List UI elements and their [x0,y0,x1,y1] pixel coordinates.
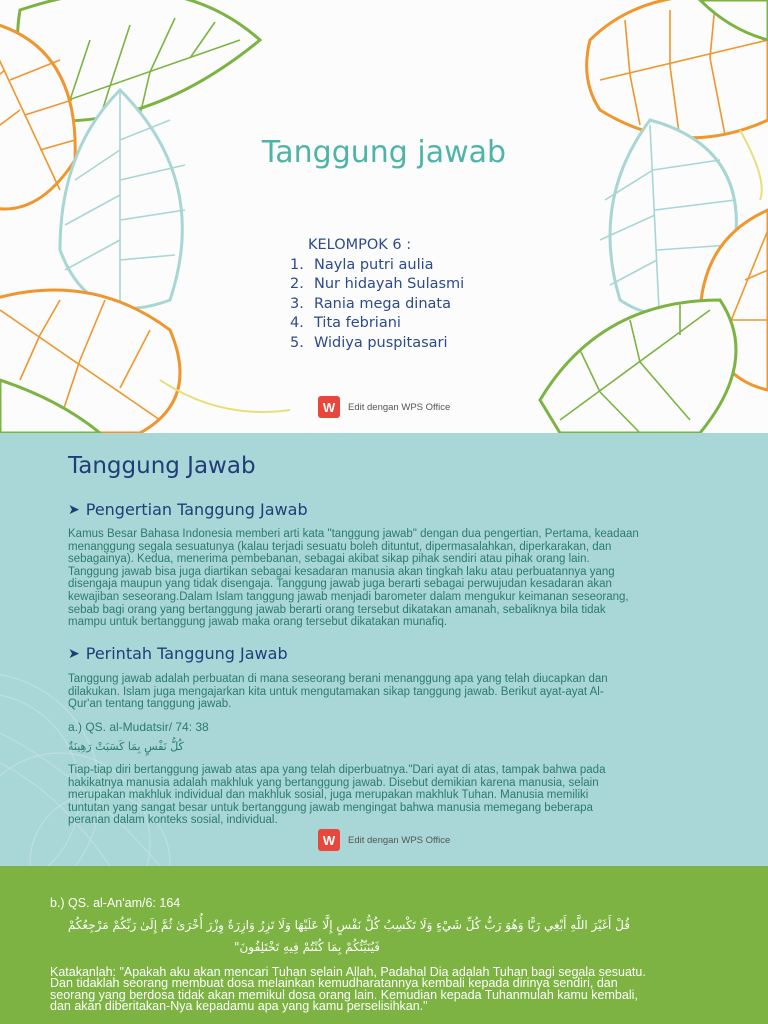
group-header: KELOMPOK 6 : [308,237,412,253]
verse-reference-a: a.) QS. al-Mudatsir/ 74: 38 [68,720,209,734]
text-line: Dan tidaklah seorang membuat dosa melainkan kemudharatannya kembali kepada dirinya sendiri, dan [50,976,618,991]
slide-verse [0,866,768,1024]
group-members [290,236,464,353]
arrow-bullet-icon: ➤ [68,501,80,518]
text-line: menanggung segala sesuatunya (kalau terjadi sesuatu boleh dituntut, dipermasalahkan, diperkarakan, dan [68,540,612,553]
wps-edit-label: Edit dengan WPS Office [348,401,451,413]
text-line: dan akan diberitakan-Nya kepadamu apa yang kamu perselisihkan." [50,999,428,1014]
text-line: Tiap-tiap diri bertanggung jawab atas apa yang telah diperbuatnya."Dari ayat di atas, tampak bahwa pada [68,764,606,776]
text-line: mampu untuk bertanggung jawab maka orang tersebut dikatakan munafiq. [68,616,448,629]
text-line: hakikatnya manusia adalah makhluk yang bertanggung jawab. Disebut demikian karena manusia, selain [68,776,599,789]
arabic-verse-b-line1: قُلْ أَغَيْرَ اللَّهِ أَبْغِي رَبًّا وَهُوَ رَبُّ كُلِّ شَيْءٍ وَلَا تَكْسِبُ كُلُّ نَفْسٍ إِلَّا عَلَيْهَا وَلَا تَزِرُ وَازِرَةٌ وِزْرَ أُخْرَىٰ ثُمَّ إِلَىٰ رَبِّكُمْ مَرْجِعُكُمْ [67,918,630,932]
slide-content [0,433,768,866]
text-line: seorang yang berdosa tidak akan memikul dosa orang lain. Kemudian kepada Tuhanmulah kamu kembali, [50,987,638,1002]
leaf-decoration [0,0,768,433]
paragraph-explanation [68,764,708,827]
text-line: dilakukan. Islam juga mengajarkan kita untuk mengutamakan sikap tanggung jawab. Berikut ayat-ayat Al- [68,685,604,698]
text-line: Katakanlah: "Apakah aku akan mencari Tuhan selain Allah, Padahal Dia adalah Tuhan bagi segala sesuatu. [50,965,646,979]
text-line: Kamus Besar Bahasa Indonesia memberi arti kata "tanggung jawab" dengan dua pengertian, Pertama, keadaan [68,528,639,540]
member-item: 1. Nayla putri aulia [290,256,464,276]
paragraph-command [68,673,708,711]
wps-edit-link[interactable] [318,829,450,851]
verse-translation [50,967,730,1013]
text-line: peranan dalam konteks sosial, individual. [68,814,278,827]
text-line: kewajiban seseorang.Dalam Islam tanggung jawab menjadi barometer dalam mengukur keimanan seseorang, [68,590,629,603]
wps-edit-link[interactable] [318,396,450,418]
member-item: 2. Nur hidayah Sulasmi [290,275,464,295]
member-item: 3. Rania mega dinata [290,295,464,315]
wps-edit-label: Edit dengan WPS Office [348,834,451,846]
text-line: tuntutan yang sangat besar untuk bertanggung jawab mengingat bahwa manusia memegang beberapa [68,801,593,814]
text-line: merupakan makhluk individual dan makhluk sosial, juga merupakan makhluk Tuhan. Manusia memiliki [68,789,589,802]
bullet-heading [68,644,288,663]
section-title: Tanggung Jawab [68,453,256,479]
member-item: 4. Tita febriani [290,314,464,334]
text-line: Tanggung jawab adalah perbuatan di mana seseorang berani menanggung apa yang telah diucapkan dan [68,673,608,685]
text-line: sebagainya). Kedua, menerima pembebanan, sebagai akibat sikap pihak sendiri atau pihak orang lain. [68,553,590,566]
member-name: Tita febriani [314,315,401,331]
paragraph-definition [68,528,708,629]
text-line: sebab bagi orang yang bertanggung jawab berarti orang tersebut dikatakan amanah, sebaliknya bila tidak [68,603,606,616]
member-name: Nayla putri aulia [314,256,434,273]
cover-title: Tanggung jawab [261,135,507,170]
member-name: Nur hidayah Sulasmi [314,276,465,292]
arabic-verse-b-line2: فَيُنَبِّئُكُمْ بِمَا كُنْتُمْ فِيهِ تَخْتَلِفُونَ" [233,940,380,954]
bullet-label: Pengertian Tanggung Jawab [85,500,308,519]
wps-logo-icon: W [318,396,340,418]
member-list [290,256,464,354]
wps-logo-icon: W [318,829,340,851]
text-line: Tanggung jawab bisa juga diartikan sebagai kesadaran manusia akan tingkah laku atau perbuatannya yang [68,565,615,578]
bullet-heading [68,500,308,519]
slide-cover [0,0,768,433]
verse-reference-b: b.) QS. al-An'am/6: 164 [50,896,181,910]
arabic-verse-a: كُلُّ نَفْسٍ بِمَا كَسَبَتْ رَهِينَةٌ [68,740,184,753]
member-item: 5. Widiya puspitasari [290,334,464,354]
member-name: Rania mega dinata [314,295,451,312]
text-line: Qur'an tentang tanggung jawab. [68,698,232,711]
text-line: disengaja maupun yang tidak disengaja. Tanggung jawab juga berarti sebagai perwujudan kesadaran akan [68,578,612,591]
bullet-label: Perintah Tanggung Jawab [85,644,288,663]
arrow-bullet-icon: ➤ [68,645,80,662]
member-name: Widiya puspitasari [314,334,448,351]
